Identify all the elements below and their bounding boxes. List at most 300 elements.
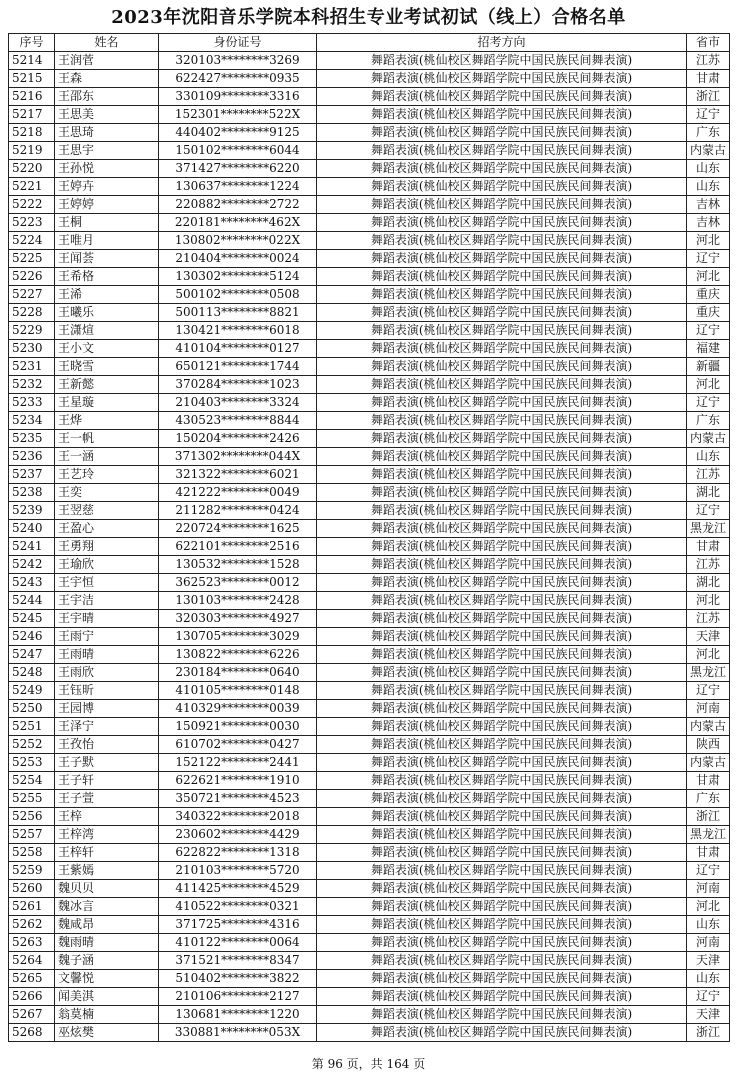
cell-seq: 5254: [9, 772, 55, 790]
page-footer: 第 96 页，共 164 页: [311, 1057, 426, 1071]
cell-seq: 5246: [9, 628, 55, 646]
cell-id-number: 211282********0424: [159, 502, 317, 520]
cell-id-number: 622427********0935: [159, 70, 317, 88]
table-row: [9, 898, 730, 916]
cell-id-number: 410105********0148: [159, 682, 317, 700]
cell-name: 王晓雪: [55, 358, 159, 376]
cell-province: 山东: [687, 916, 730, 934]
cell-seq: 5215: [9, 70, 55, 88]
cell-direction: 舞蹈表演(桃仙校区舞蹈学院中国民族民间舞表演): [317, 304, 687, 322]
cell-direction: 舞蹈表演(桃仙校区舞蹈学院中国民族民间舞表演): [317, 1024, 687, 1042]
cell-id-number: 210106********2127: [159, 988, 317, 1006]
table-row: [9, 250, 730, 268]
cell-province: 内蒙古: [687, 718, 730, 736]
table-row: [9, 70, 730, 88]
cell-name: 王子萱: [55, 790, 159, 808]
cell-name: 魏雨晴: [55, 934, 159, 952]
cell-id-number: 371427********6220: [159, 160, 317, 178]
cell-province: 河北: [687, 592, 730, 610]
cell-name: 王梓: [55, 808, 159, 826]
cell-id-number: 321322********6021: [159, 466, 317, 484]
cell-seq: 5224: [9, 232, 55, 250]
table-row: [9, 772, 730, 790]
cell-id-number: 510402********3822: [159, 970, 317, 988]
cell-province: 辽宁: [687, 394, 730, 412]
table-row: [9, 610, 730, 628]
cell-direction: 舞蹈表演(桃仙校区舞蹈学院中国民族民间舞表演): [317, 862, 687, 880]
cell-name: 文馨悦: [55, 970, 159, 988]
cell-province: 内蒙古: [687, 430, 730, 448]
cell-province: 山东: [687, 160, 730, 178]
cell-direction: 舞蹈表演(桃仙校区舞蹈学院中国民族民间舞表演): [317, 412, 687, 430]
cell-seq: 5253: [9, 754, 55, 772]
cell-province: 山东: [687, 970, 730, 988]
table-row: [9, 142, 730, 160]
cell-name: 王小文: [55, 340, 159, 358]
cell-direction: 舞蹈表演(桃仙校区舞蹈学院中国民族民间舞表演): [317, 70, 687, 88]
cell-id-number: 330109********3316: [159, 88, 317, 106]
cell-name: 王闻荟: [55, 250, 159, 268]
cell-seq: 5214: [9, 52, 55, 70]
cell-id-number: 230184********0640: [159, 664, 317, 682]
cell-name: 王雨晴: [55, 646, 159, 664]
cell-seq: 5235: [9, 430, 55, 448]
cell-seq: 5250: [9, 700, 55, 718]
cell-seq: 5226: [9, 268, 55, 286]
cell-direction: 舞蹈表演(桃仙校区舞蹈学院中国民族民间舞表演): [317, 520, 687, 538]
cell-id-number: 350721********4523: [159, 790, 317, 808]
cell-id-number: 152301********522X: [159, 106, 317, 124]
cell-id-number: 150204********2426: [159, 430, 317, 448]
cell-seq: 5248: [9, 664, 55, 682]
table-row: [9, 430, 730, 448]
cell-name: 王思宇: [55, 142, 159, 160]
cell-seq: 5263: [9, 934, 55, 952]
cell-name: 巫炫樊: [55, 1024, 159, 1042]
cell-direction: 舞蹈表演(桃仙校区舞蹈学院中国民族民间舞表演): [317, 898, 687, 916]
cell-seq: 5258: [9, 844, 55, 862]
table-row: [9, 394, 730, 412]
cell-direction: 舞蹈表演(桃仙校区舞蹈学院中国民族民间舞表演): [317, 628, 687, 646]
table-row: [9, 178, 730, 196]
cell-province: 天津: [687, 952, 730, 970]
cell-seq: 5230: [9, 340, 55, 358]
cell-id-number: 430523********8844: [159, 412, 317, 430]
cell-id-number: 622621********1910: [159, 772, 317, 790]
table-row: [9, 88, 730, 106]
cell-name: 王奕: [55, 484, 159, 502]
cell-province: 重庆: [687, 286, 730, 304]
cell-seq: 5241: [9, 538, 55, 556]
table-row: [9, 286, 730, 304]
table-row: [9, 52, 730, 70]
cell-direction: 舞蹈表演(桃仙校区舞蹈学院中国民族民间舞表演): [317, 970, 687, 988]
cell-name: 王婷卉: [55, 178, 159, 196]
cell-seq: 5261: [9, 898, 55, 916]
cell-province: 内蒙古: [687, 142, 730, 160]
table-row: [9, 304, 730, 322]
cell-direction: 舞蹈表演(桃仙校区舞蹈学院中国民族民间舞表演): [317, 502, 687, 520]
cell-province: 辽宁: [687, 862, 730, 880]
cell-seq: 5245: [9, 610, 55, 628]
table-row: [9, 160, 730, 178]
table-row: [9, 1006, 730, 1024]
table-row: [9, 214, 730, 232]
table-row: [9, 736, 730, 754]
table-row: [9, 196, 730, 214]
table-row: [9, 808, 730, 826]
cell-province: 辽宁: [687, 988, 730, 1006]
cell-direction: 舞蹈表演(桃仙校区舞蹈学院中国民族民间舞表演): [317, 988, 687, 1006]
cell-name: 王梓轩: [55, 844, 159, 862]
cell-direction: 舞蹈表演(桃仙校区舞蹈学院中国民族民间舞表演): [317, 178, 687, 196]
cell-name: 王宇恒: [55, 574, 159, 592]
cell-seq: 5252: [9, 736, 55, 754]
cell-id-number: 410122********0064: [159, 934, 317, 952]
cell-seq: 5227: [9, 286, 55, 304]
table-row: [9, 556, 730, 574]
cell-id-number: 371302********044X: [159, 448, 317, 466]
table-row: [9, 484, 730, 502]
table-body: [9, 52, 730, 1042]
header-seq: 序号: [9, 34, 55, 52]
table-row: [9, 232, 730, 250]
cell-province: 辽宁: [687, 682, 730, 700]
table-row: [9, 916, 730, 934]
table-row: [9, 466, 730, 484]
table-row: [9, 844, 730, 862]
table-row: [9, 340, 730, 358]
table-row: [9, 754, 730, 772]
cell-name: 王曦乐: [55, 304, 159, 322]
cell-seq: 5257: [9, 826, 55, 844]
cell-direction: 舞蹈表演(桃仙校区舞蹈学院中国民族民间舞表演): [317, 106, 687, 124]
cell-id-number: 130802********022X: [159, 232, 317, 250]
cell-seq: 5216: [9, 88, 55, 106]
table-row: [9, 700, 730, 718]
table-row: [9, 376, 730, 394]
cell-seq: 5268: [9, 1024, 55, 1042]
cell-direction: 舞蹈表演(桃仙校区舞蹈学院中国民族民间舞表演): [317, 844, 687, 862]
cell-seq: 5264: [9, 952, 55, 970]
cell-direction: 舞蹈表演(桃仙校区舞蹈学院中国民族民间舞表演): [317, 538, 687, 556]
table-row: [9, 106, 730, 124]
cell-seq: 5231: [9, 358, 55, 376]
cell-direction: 舞蹈表演(桃仙校区舞蹈学院中国民族民间舞表演): [317, 790, 687, 808]
cell-id-number: 440402********9125: [159, 124, 317, 142]
cell-name: 王子默: [55, 754, 159, 772]
cell-province: 黑龙江: [687, 520, 730, 538]
header-direction: 招考方向: [317, 34, 687, 52]
table-row: [9, 790, 730, 808]
cell-seq: 5220: [9, 160, 55, 178]
table-row: [9, 358, 730, 376]
cell-id-number: 371521********8347: [159, 952, 317, 970]
cell-id-number: 210103********5720: [159, 862, 317, 880]
cell-name: 王一帆: [55, 430, 159, 448]
cell-id-number: 622101********2516: [159, 538, 317, 556]
cell-name: 王瑜欣: [55, 556, 159, 574]
cell-direction: 舞蹈表演(桃仙校区舞蹈学院中国民族民间舞表演): [317, 682, 687, 700]
table-row: [9, 1024, 730, 1042]
cell-province: 黑龙江: [687, 664, 730, 682]
cell-seq: 5239: [9, 502, 55, 520]
cell-direction: 舞蹈表演(桃仙校区舞蹈学院中国民族民间舞表演): [317, 88, 687, 106]
cell-province: 辽宁: [687, 322, 730, 340]
cell-id-number: 210403********3324: [159, 394, 317, 412]
cell-name: 王思美: [55, 106, 159, 124]
cell-id-number: 210404********0024: [159, 250, 317, 268]
cell-id-number: 370284********1023: [159, 376, 317, 394]
table-row: [9, 502, 730, 520]
cell-name: 魏贝贝: [55, 880, 159, 898]
cell-province: 河南: [687, 700, 730, 718]
cell-id-number: 130302********5124: [159, 268, 317, 286]
table-row: [9, 934, 730, 952]
cell-province: 江苏: [687, 556, 730, 574]
cell-direction: 舞蹈表演(桃仙校区舞蹈学院中国民族民间舞表演): [317, 916, 687, 934]
table-row: [9, 322, 730, 340]
cell-province: 吉林: [687, 196, 730, 214]
table-row: [9, 538, 730, 556]
cell-name: 王宇洁: [55, 592, 159, 610]
cell-seq: 5262: [9, 916, 55, 934]
cell-province: 江苏: [687, 610, 730, 628]
cell-id-number: 130705********3029: [159, 628, 317, 646]
cell-seq: 5256: [9, 808, 55, 826]
cell-province: 山东: [687, 178, 730, 196]
cell-id-number: 320103********3269: [159, 52, 317, 70]
cell-id-number: 220882********2722: [159, 196, 317, 214]
cell-name: 王新懿: [55, 376, 159, 394]
cell-direction: 舞蹈表演(桃仙校区舞蹈学院中国民族民间舞表演): [317, 286, 687, 304]
cell-direction: 舞蹈表演(桃仙校区舞蹈学院中国民族民间舞表演): [317, 214, 687, 232]
cell-direction: 舞蹈表演(桃仙校区舞蹈学院中国民族民间舞表演): [317, 358, 687, 376]
cell-name: 王烨: [55, 412, 159, 430]
cell-direction: 舞蹈表演(桃仙校区舞蹈学院中国民族民间舞表演): [317, 322, 687, 340]
cell-province: 黑龙江: [687, 826, 730, 844]
cell-id-number: 650121********1744: [159, 358, 317, 376]
cell-id-number: 150921********0030: [159, 718, 317, 736]
cell-id-number: 410104********0127: [159, 340, 317, 358]
cell-province: 甘肃: [687, 772, 730, 790]
cell-id-number: 230602********4429: [159, 826, 317, 844]
cell-name: 魏子涵: [55, 952, 159, 970]
cell-province: 新疆: [687, 358, 730, 376]
cell-seq: 5233: [9, 394, 55, 412]
cell-seq: 5242: [9, 556, 55, 574]
cell-id-number: 371725********4316: [159, 916, 317, 934]
cell-province: 广东: [687, 124, 730, 142]
table-row: [9, 664, 730, 682]
cell-province: 辽宁: [687, 106, 730, 124]
table-row: [9, 448, 730, 466]
cell-direction: 舞蹈表演(桃仙校区舞蹈学院中国民族民间舞表演): [317, 646, 687, 664]
cell-seq: 5229: [9, 322, 55, 340]
cell-province: 江苏: [687, 466, 730, 484]
cell-seq: 5244: [9, 592, 55, 610]
cell-seq: 5222: [9, 196, 55, 214]
cell-id-number: 622822********1318: [159, 844, 317, 862]
cell-id-number: 411425********4529: [159, 880, 317, 898]
cell-direction: 舞蹈表演(桃仙校区舞蹈学院中国民族民间舞表演): [317, 826, 687, 844]
cell-seq: 5240: [9, 520, 55, 538]
cell-direction: 舞蹈表演(桃仙校区舞蹈学院中国民族民间舞表演): [317, 754, 687, 772]
cell-province: 湖北: [687, 484, 730, 502]
cell-direction: 舞蹈表演(桃仙校区舞蹈学院中国民族民间舞表演): [317, 124, 687, 142]
table-row: [9, 592, 730, 610]
cell-province: 天津: [687, 628, 730, 646]
cell-seq: 5218: [9, 124, 55, 142]
cell-name: 王紫嫣: [55, 862, 159, 880]
cell-name: 翁莫楠: [55, 1006, 159, 1024]
table-row: [9, 682, 730, 700]
cell-seq: 5223: [9, 214, 55, 232]
cell-name: 王思琦: [55, 124, 159, 142]
table-row: [9, 970, 730, 988]
cell-direction: 舞蹈表演(桃仙校区舞蹈学院中国民族民间舞表演): [317, 142, 687, 160]
cell-name: 王泽宁: [55, 718, 159, 736]
cell-name: 王翌慈: [55, 502, 159, 520]
cell-direction: 舞蹈表演(桃仙校区舞蹈学院中国民族民间舞表演): [317, 952, 687, 970]
cell-direction: 舞蹈表演(桃仙校区舞蹈学院中国民族民间舞表演): [317, 772, 687, 790]
cell-province: 浙江: [687, 88, 730, 106]
cell-seq: 5249: [9, 682, 55, 700]
cell-id-number: 220181********462X: [159, 214, 317, 232]
cell-name: 王星璇: [55, 394, 159, 412]
cell-province: 河南: [687, 934, 730, 952]
cell-name: 王浠: [55, 286, 159, 304]
cell-province: 河南: [687, 880, 730, 898]
cell-name: 王园博: [55, 700, 159, 718]
table-row: [9, 412, 730, 430]
cell-province: 河北: [687, 376, 730, 394]
cell-seq: 5259: [9, 862, 55, 880]
cell-province: 陕西: [687, 736, 730, 754]
cell-province: 山东: [687, 448, 730, 466]
header-name: 姓名: [55, 34, 159, 52]
cell-id-number: 500102********0508: [159, 286, 317, 304]
cell-seq: 5255: [9, 790, 55, 808]
cell-seq: 5251: [9, 718, 55, 736]
cell-id-number: 362523********0012: [159, 574, 317, 592]
table-row: [9, 862, 730, 880]
cell-id-number: 340322********2018: [159, 808, 317, 826]
cell-name: 王宇晴: [55, 610, 159, 628]
cell-name: 王潇煊: [55, 322, 159, 340]
cell-province: 重庆: [687, 304, 730, 322]
cell-id-number: 130822********6226: [159, 646, 317, 664]
cell-province: 甘肃: [687, 70, 730, 88]
cell-seq: 5237: [9, 466, 55, 484]
cell-name: 王唯月: [55, 232, 159, 250]
header-province: 省市: [687, 34, 730, 52]
cell-province: 甘肃: [687, 538, 730, 556]
cell-province: 浙江: [687, 808, 730, 826]
cell-direction: 舞蹈表演(桃仙校区舞蹈学院中国民族民间舞表演): [317, 556, 687, 574]
cell-direction: 舞蹈表演(桃仙校区舞蹈学院中国民族民间舞表演): [317, 196, 687, 214]
table-row: [9, 646, 730, 664]
cell-province: 河北: [687, 898, 730, 916]
table-row: [9, 988, 730, 1006]
cell-seq: 5238: [9, 484, 55, 502]
candidate-table: [8, 33, 730, 1042]
cell-name: 王盈心: [55, 520, 159, 538]
cell-id-number: 330881********053X: [159, 1024, 317, 1042]
cell-province: 广东: [687, 412, 730, 430]
cell-direction: 舞蹈表演(桃仙校区舞蹈学院中国民族民间舞表演): [317, 160, 687, 178]
cell-direction: 舞蹈表演(桃仙校区舞蹈学院中国民族民间舞表演): [317, 610, 687, 628]
cell-direction: 舞蹈表演(桃仙校区舞蹈学院中国民族民间舞表演): [317, 430, 687, 448]
table-row: [9, 124, 730, 142]
cell-seq: 5243: [9, 574, 55, 592]
table-row: [9, 952, 730, 970]
cell-province: 浙江: [687, 1024, 730, 1042]
cell-name: 魏冰言: [55, 898, 159, 916]
cell-direction: 舞蹈表演(桃仙校区舞蹈学院中国民族民间舞表演): [317, 574, 687, 592]
cell-name: 王梓湾: [55, 826, 159, 844]
cell-name: 魏咸昂: [55, 916, 159, 934]
cell-direction: 舞蹈表演(桃仙校区舞蹈学院中国民族民间舞表演): [317, 700, 687, 718]
table-row: [9, 268, 730, 286]
cell-province: 内蒙古: [687, 754, 730, 772]
cell-name: 王艺玲: [55, 466, 159, 484]
cell-id-number: 421222********0049: [159, 484, 317, 502]
cell-seq: 5225: [9, 250, 55, 268]
cell-seq: 5228: [9, 304, 55, 322]
cell-province: 辽宁: [687, 250, 730, 268]
cell-name: 王森: [55, 70, 159, 88]
cell-province: 甘肃: [687, 844, 730, 862]
cell-province: 辽宁: [687, 502, 730, 520]
cell-direction: 舞蹈表演(桃仙校区舞蹈学院中国民族民间舞表演): [317, 484, 687, 502]
cell-id-number: 152122********2441: [159, 754, 317, 772]
cell-id-number: 130532********1528: [159, 556, 317, 574]
cell-id-number: 320303********4927: [159, 610, 317, 628]
cell-seq: 5267: [9, 1006, 55, 1024]
cell-seq: 5221: [9, 178, 55, 196]
cell-province: 福建: [687, 340, 730, 358]
cell-direction: 舞蹈表演(桃仙校区舞蹈学院中国民族民间舞表演): [317, 232, 687, 250]
cell-id-number: 410522********0321: [159, 898, 317, 916]
cell-seq: 5236: [9, 448, 55, 466]
header-id: 身份证号: [159, 34, 317, 52]
cell-direction: 舞蹈表演(桃仙校区舞蹈学院中国民族民间舞表演): [317, 718, 687, 736]
cell-direction: 舞蹈表演(桃仙校区舞蹈学院中国民族民间舞表演): [317, 394, 687, 412]
cell-seq: 5217: [9, 106, 55, 124]
cell-seq: 5260: [9, 880, 55, 898]
cell-name: 王孙悦: [55, 160, 159, 178]
cell-province: 湖北: [687, 574, 730, 592]
cell-seq: 5266: [9, 988, 55, 1006]
cell-name: 王一涵: [55, 448, 159, 466]
cell-province: 天津: [687, 1006, 730, 1024]
cell-name: 王钰昕: [55, 682, 159, 700]
cell-direction: 舞蹈表演(桃仙校区舞蹈学院中国民族民间舞表演): [317, 376, 687, 394]
cell-id-number: 130421********6018: [159, 322, 317, 340]
cell-name: 王桐: [55, 214, 159, 232]
cell-id-number: 500113********8821: [159, 304, 317, 322]
cell-province: 吉林: [687, 214, 730, 232]
cell-seq: 5234: [9, 412, 55, 430]
cell-name: 王雨宁: [55, 628, 159, 646]
cell-name: 王邵东: [55, 88, 159, 106]
cell-name: 闻美淇: [55, 988, 159, 1006]
table-row: [9, 826, 730, 844]
cell-name: 王勇翔: [55, 538, 159, 556]
cell-direction: 舞蹈表演(桃仙校区舞蹈学院中国民族民间舞表演): [317, 736, 687, 754]
table-header-row: [9, 34, 730, 52]
